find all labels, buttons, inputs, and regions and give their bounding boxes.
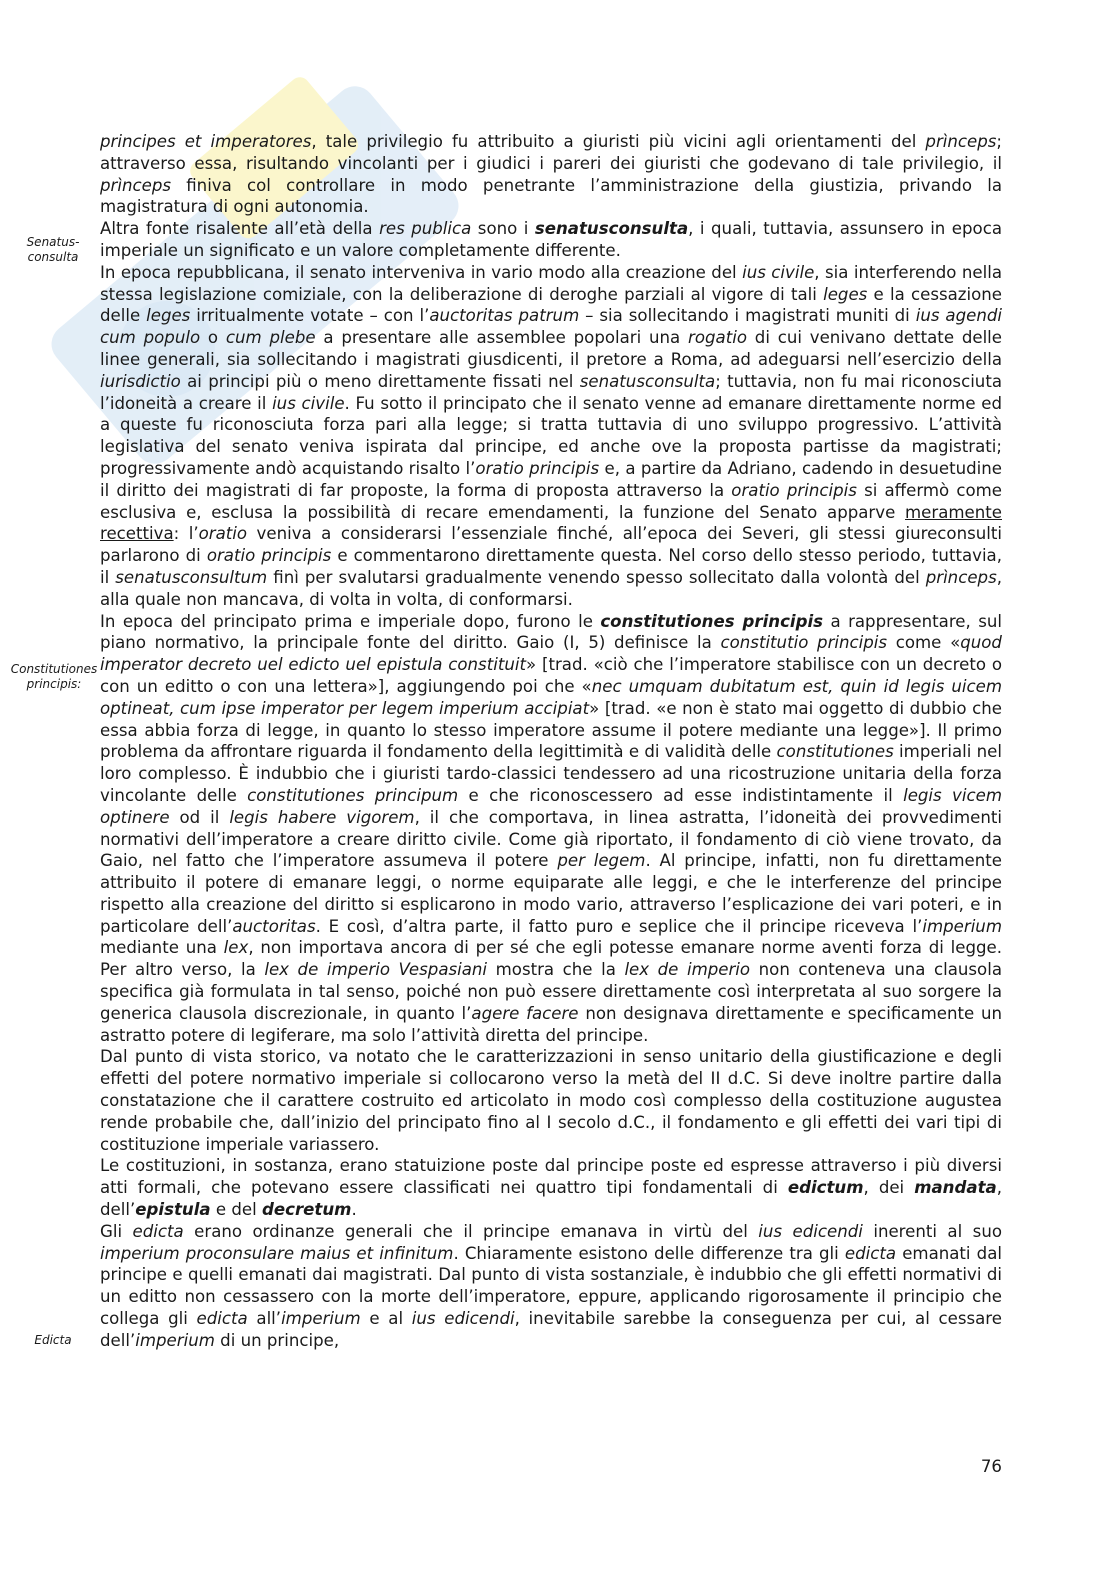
text-run: constitutiones principis — [600, 611, 824, 631]
text-run: e al — [360, 1309, 412, 1329]
text-run: oratio principis — [206, 546, 332, 566]
paragraph — [100, 1046, 1002, 1155]
paragraph — [100, 1155, 1002, 1220]
text-run: ai principi più o meno direttamente fissati nel — [180, 371, 580, 391]
text-run: ius civile — [742, 262, 815, 282]
paragraph — [100, 218, 1002, 262]
text-run: , dei — [863, 1178, 915, 1198]
text-run: erano ordinanze generali che il principe emanava in virtù del — [183, 1221, 759, 1241]
text-run: » [trad. «e non è stato mai oggetto di dubbio che essa abbia forza di legge, in quanto lo stesso imperatore assume il potere mediante una legge»]. Il primo problema da affrontare riguarda il fondamento della legittimità e di validità delle — [100, 698, 1002, 762]
text-run: . Fu sotto il principato che il senato venne ad emanare direttamente norme ed a queste fu riconosciuta forza pari alla legge; si tratta tuttavia di uno sviluppo progressivo. L’attività legislativa del senato veniva ispirata dal principe, ed anche ove la proposta partisse da magistrati; progressivamente andò acquistando risalto l’ — [100, 393, 1003, 478]
text-run: quod imperator decreto uel edicto uel epistula constituit — [100, 633, 1002, 675]
text-run: a rappresentare, sul piano normativo, la principale fonte del diritto. Gaio (I, 5) definisce la — [100, 611, 1002, 653]
text-run: sono i — [471, 219, 535, 239]
text-run: o — [200, 328, 226, 348]
text-run: . E così, d’altra parte, il fatto puro e seplice che il principe riceveva l’ — [315, 916, 923, 936]
text-run: , non importava ancora di per sé che egli potesse emanare norme aventi forza di legge. Per altro verso, la — [100, 938, 1003, 980]
page-number: 76 — [980, 1457, 1002, 1476]
text-run: mostra che la — [487, 960, 625, 980]
text-run: di cui venivano dettate delle linee generali, sia sollecitando i magistrati giusdicenti, il pretore a Roma, ad adeguarsi nell’esercizio della — [100, 328, 1002, 369]
text-run: senatusconsultum — [115, 567, 268, 587]
text-run: come « — [887, 633, 961, 653]
text-run: senatusconsulta — [579, 371, 716, 391]
text-run: e del — [210, 1200, 262, 1220]
text-run: edicta — [132, 1221, 184, 1241]
text-run: , il che comportava, in linea astratta, l’idoneità dei provvedimenti normativi dell’imperatore a creare diritto civile. Come già riportato, il fondamento di ciò viene trovato, da Gaio, nel fatto che l’imperatore assumeva il potere — [100, 807, 1002, 871]
text-run: . Chiaramente esistono delle differenze tra gli — [453, 1243, 845, 1263]
text-run: Le costituzioni, in sostanza, erano statuizione poste dal principe poste ed espresse attraverso i più diversi atti formali, che potevano essere classificati nei quattro tipi fondamentali di — [100, 1156, 1002, 1198]
text-run: – sia sollecitando i magistrati muniti di — [579, 306, 916, 326]
text-run: epistula — [135, 1200, 211, 1220]
text-run: , alla quale non mancava, di volta in volta, di conformarsi. — [100, 567, 1002, 609]
text-run: Dal punto di vista storico, va notato che le caratterizzazioni in senso unitario della giustificazione e degli effetti del potere normativo imperiale si collocarono verso la metà del II d.C. Si deve inoltre partire dalla constatazione che il carattere costruito ed articolato in modo così complesso della costituzione augustea rende probabile che, dall’inizio del principato fino al I secolo d.C., il fondamento e gli effetti dei vari tipi di costituzione imperiale variassero. — [100, 1047, 1002, 1154]
text-run: di un principe, — [214, 1330, 340, 1350]
text-run: oratio principis — [475, 458, 600, 478]
text-run: constitutiones principum — [247, 785, 459, 805]
text-run: oratio principis — [731, 480, 865, 500]
text-run: e che riconoscessero ad esse indistintamente il — [458, 785, 904, 805]
text-run: constitutiones — [776, 742, 894, 762]
text-run: si affermò come esclusiva e, esclusa la possibilità di recare emendamenti, la funzione del Senato apparve — [100, 480, 1002, 522]
text-run: , dell’ — [100, 1178, 1002, 1220]
text-run: ius agendi cum populo — [100, 306, 1003, 348]
text-run: per legem — [557, 851, 646, 871]
text-run: lex de imperio — [624, 960, 751, 980]
paragraph — [100, 131, 1002, 218]
text-run: decretum — [261, 1200, 352, 1220]
text-run: imperium — [281, 1309, 361, 1329]
text-run: In epoca repubblicana, il senato interveniva in vario modo alla creazione del — [100, 262, 743, 282]
text-run: imperium proconsulare maius et infinitum — [100, 1243, 454, 1263]
text-run: . Al principe, infatti, non fu direttamente attribuito il potere di emanare leggi, o norme equiparate alle leggi, e che le interferenze del principe rispetto alla creazione del diritto si esplicarono in modo vario, attraverso l’esplicazione dei vari poteri, e in particolare dell’ — [100, 851, 1002, 936]
text-run: , tale privilegio fu attribuito a giuristi più vicini agli orientamenti del — [311, 132, 926, 151]
paragraph — [100, 262, 1002, 611]
text-run: legis habere vigorem — [229, 807, 415, 827]
paragraph — [100, 611, 1002, 1047]
text-run: e, a partire da Adriano, cadendo in desuetudine il diritto dei magistrati di far proposte, la forma di proposta attraverso la — [100, 458, 1002, 500]
text-run: leges — [823, 284, 868, 304]
text-run: cum plebe — [225, 328, 316, 348]
text-run: prìnceps — [925, 567, 997, 587]
text-run: prìnceps — [100, 175, 171, 195]
text-run: finì per svalutarsi gradualmente venendo spesso sollecitato dalla volontà del — [267, 567, 926, 587]
text-run: ius edicendi — [411, 1309, 515, 1329]
text-run: legis vicem optinere — [100, 785, 1002, 827]
text-run: mandata — [914, 1178, 997, 1198]
text-run: auctoritas — [232, 916, 316, 936]
text-run: non conteneva una clausola specifica già formulata in tal senso, poiché non può essere direttamente così interpretata al suo sorgere la generica clausola discrezionale, in quanto l’ — [100, 960, 1002, 1023]
text-run: emanati dal principe e quelli emanati dai magistrati. Dal punto di vista sostanziale, è indubbio che gli effetti normativi di un editto non cessassero con la morte dell’imperatore, eppure, applicando rigorosamente il principio che collega gli — [100, 1243, 1002, 1329]
text-run: e la cessazione delle — [100, 284, 1002, 326]
text-run: imperiali nel loro complesso. È indubbio che i giuristi tardo-classici tendessero ad una ricostruzione unitaria della forza vincolante delle — [100, 742, 1002, 805]
paragraph — [100, 1221, 1002, 1352]
text-run: prìnceps — [925, 132, 997, 151]
text-run: iurisdictio — [100, 371, 181, 391]
margin-note-senatusconsulta: Senatus- consulta — [26, 235, 80, 264]
text-run: edictum — [787, 1178, 864, 1198]
text-run: nec umquam dubitatum est, quin id legis uicem optineat, cum ipse imperator per legem imperium accipiat — [100, 676, 1002, 718]
text-run: inerenti al suo — [862, 1221, 1002, 1241]
text-run: res publica — [379, 219, 472, 239]
body-text — [100, 131, 1002, 1352]
text-run: imperium — [922, 916, 1002, 936]
text-run: non designava direttamente e specificamente un astratto potere di legiferare, ma solo l’attività diretta del principe. — [100, 1003, 1002, 1045]
text-run: ; tuttavia, non fu mai riconosciuta l’idoneità a creare il — [100, 371, 1002, 413]
text-run: lex de imperio Vespasiani — [264, 960, 488, 980]
text-run: ius civile — [272, 393, 345, 413]
text-run: edicta — [844, 1243, 897, 1263]
text-run: Altra fonte risalente all’età della — [100, 219, 380, 239]
text-run: principes et imperatores — [100, 132, 312, 151]
text-run: rogatio — [688, 328, 747, 348]
text-run: agere facere — [471, 1003, 579, 1023]
text-run: imperium — [135, 1330, 215, 1350]
text-run: auctoritas patrum — [429, 306, 580, 326]
text-run: od il — [169, 807, 230, 827]
margin-note-edicta: Edicta — [34, 1333, 72, 1347]
text-run: Gli — [100, 1221, 133, 1241]
text-run: mediante una — [100, 938, 224, 958]
text-run: a presentare alle assemblee popolari una — [315, 328, 689, 348]
text-run: » [trad. «ciò che l’imperatore stabilisce con un decreto o con un editto o con una lettera»], aggiungendo poi che « — [100, 655, 1003, 696]
text-run: e commentarono direttamente questa. Nel corso dello stesso periodo, tuttavia, il — [100, 546, 1003, 587]
text-run: , inevitabile sarebbe la conseguenza per cui, al cessare dell’ — [100, 1309, 1002, 1350]
text-run: leges — [146, 306, 191, 326]
text-run: senatusconsulta — [534, 219, 689, 239]
text-run: : l’ — [173, 524, 199, 544]
text-run: ; attraverso essa, risultando vincolanti per i giudici i pareri dei giuristi che godevano di tale privilegio, il — [100, 132, 1003, 173]
text-run: veniva a considerarsi l’essenziale finché, all’epoca dei Severi, gli stessi giureconsulti parlarono di — [100, 524, 1002, 566]
text-run: , sia interferendo nella stessa legislazione comiziale, con la deliberazione di deroghe parziali al vigore di tali — [100, 262, 1003, 304]
margin-note-constitutiones: Constitutiones principis: — [10, 662, 98, 691]
text-run: meramente recettiva — [100, 502, 1002, 544]
text-run: In epoca del principato prima e imperiale dopo, furono le — [100, 611, 601, 631]
text-run: edicta — [196, 1309, 248, 1329]
text-run: lex — [223, 938, 249, 958]
text-run: , i quali, tuttavia, assunsero in epoca imperiale un significato e un valore completamente differente. — [100, 219, 1002, 260]
text-run: irritualmente votate – con l’ — [190, 306, 430, 326]
text-run: finiva col controllare in modo penetrante l’amministrazione della giustizia, privando la magistratura di ogni autonomia. — [100, 175, 1002, 217]
text-run: ius edicendi — [758, 1221, 863, 1241]
text-run: oratio — [198, 524, 248, 544]
text-run: . — [351, 1200, 357, 1220]
text-run: all’ — [247, 1309, 282, 1329]
text-run: constitutio principis — [720, 633, 888, 653]
